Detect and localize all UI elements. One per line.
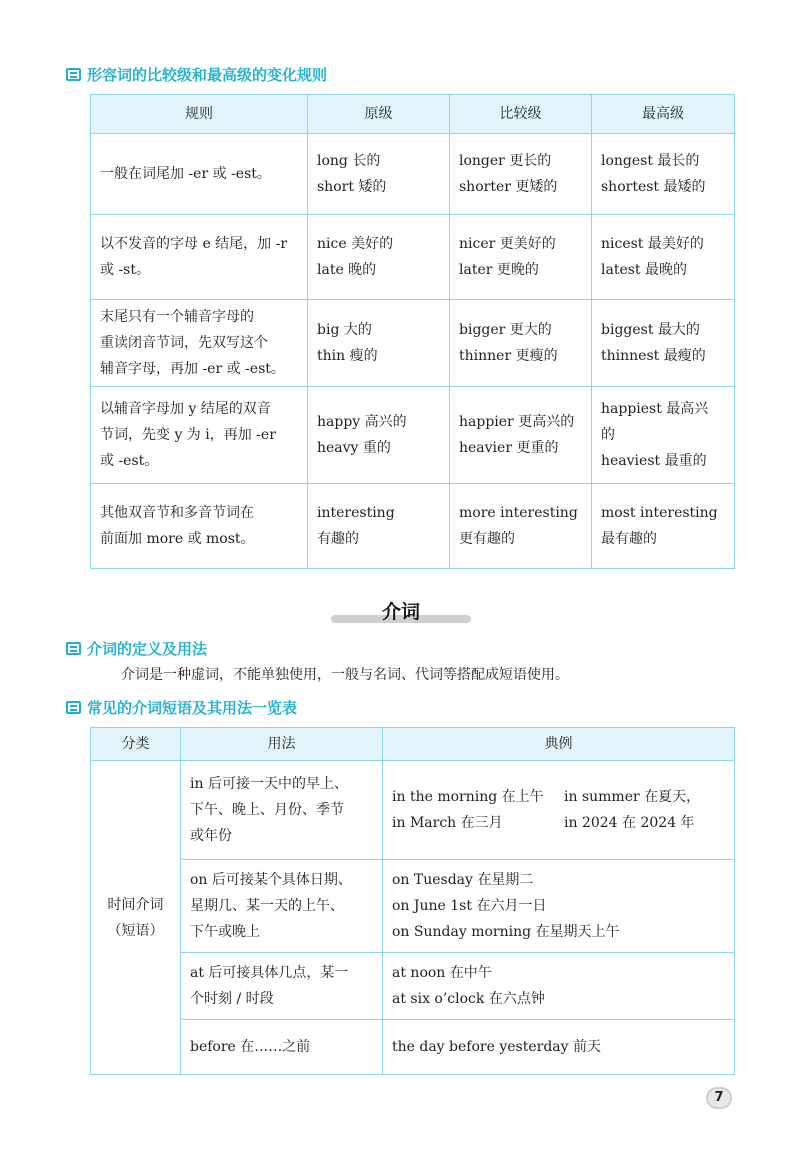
section-heading-preposition-phrases [66,697,297,718]
header-category: 分类 [91,728,181,761]
positive-cell [308,387,450,484]
superlative-cell [592,215,735,300]
usage-line: 个时刻 / 时段 [190,991,274,1007]
usage-cell [181,860,383,953]
rule-line: 或 -st。 [100,262,150,278]
example: on June 1st 在六月一日 [392,898,547,914]
comparative-cell [450,387,592,484]
rule-line: 末尾只有一个辅音字母的 [100,309,254,325]
word-line: happy 高兴的 [317,414,407,430]
category-cell [91,761,181,1075]
word-line: nicest 最美好的 [601,236,704,252]
header-examples: 典例 [383,728,735,761]
table-row [91,484,735,569]
word-line: 的 [601,427,615,443]
word-line: most interesting [601,505,718,521]
example: in March 在三月 [392,815,503,831]
comparative-cell [450,300,592,387]
examples-cell [383,953,735,1020]
word-line: late 晚的 [317,262,377,278]
comparative-cell [450,134,592,215]
word-line: bigger 更大的 [459,322,552,338]
page-number: 7 [706,1087,732,1109]
word-line: big 大的 [317,322,372,338]
word-line: thin 瘦的 [317,348,378,364]
word-line: shorter 更矮的 [459,179,558,195]
word-line: heavy 重的 [317,440,391,456]
table-header-row [91,95,735,134]
usage-line: 或年份 [190,828,232,844]
table-header-row [91,728,735,761]
usage-cell [181,1020,383,1075]
superlative-cell [592,387,735,484]
usage-line: on 后可接某个具体日期、 [190,872,352,888]
word-line: 最有趣的 [601,531,657,547]
section-title: 介词的定义及用法 [87,640,208,658]
example: the day before yesterday 前天 [392,1039,601,1055]
table-row [91,300,735,387]
superlative-cell [592,134,735,215]
rule-line: 重读闭音节词，先双写这个 [100,335,268,351]
usage-line: at 后可接具体几点，某一 [190,965,349,981]
word-line: longest 最长的 [601,153,700,169]
usage-line: 下午、晚上、月份、季节 [190,802,344,818]
section-heading-preposition-definition [66,638,207,659]
rule-line: 一般在词尾加 -er 或 -est。 [100,166,271,182]
chapter-title [331,597,471,625]
usage-cell [181,953,383,1020]
superlative-cell [592,484,735,569]
usage-cell [181,761,383,860]
word-line: latest 最晚的 [601,262,687,278]
table-row [91,1020,735,1075]
section-title: 常见的介词短语及其用法一览表 [87,699,298,717]
rule-cell [91,300,308,387]
word-line: heaviest 最重的 [601,453,707,469]
rule-line: 以辅音字母加 y 结尾的双音 [100,401,271,417]
header-positive: 原级 [308,95,450,134]
section-title: 形容词的比较级和最高级的变化规则 [87,66,328,84]
example: in the morning 在上午 [392,789,544,805]
adjective-comparison-table [90,94,735,569]
word-line: 更有趣的 [459,531,515,547]
word-line: happiest 最高兴 [601,401,709,417]
usage-line: 星期几、某一天的上午、 [190,898,344,914]
positive-cell [308,134,450,215]
table-row [91,761,735,860]
usage-line: before 在……之前 [190,1039,311,1055]
rule-line: 前面加 more 或 most。 [100,531,255,547]
category-line: 时间介词 [107,896,164,913]
superlative-cell [592,300,735,387]
word-line: shortest 最矮的 [601,179,706,195]
example-line [392,810,725,836]
examples-cell [383,1020,735,1075]
rule-line: 或 -est。 [100,453,159,469]
word-line: short 矮的 [317,179,387,195]
word-line: longer 更长的 [459,153,552,169]
category-line: （短语） [107,922,164,939]
example: at noon 在中午 [392,965,492,981]
header-usage: 用法 [181,728,383,761]
rule-cell [91,215,308,300]
chapter-title-text: 介词 [381,601,420,623]
examples-cell [383,761,735,860]
word-line: 有趣的 [317,531,359,547]
word-line: nice 美好的 [317,236,394,252]
rule-line: 辅音字母，再加 -er 或 -est。 [100,361,285,377]
examples-cell [383,860,735,953]
header-comparative: 比较级 [450,95,592,134]
header-superlative: 最高级 [592,95,735,134]
example: in 2024 在 2024 年 [564,815,695,831]
word-line: later 更晚的 [459,262,539,278]
word-line: thinnest 最瘦的 [601,348,706,364]
book-icon [66,701,81,714]
rule-cell [91,387,308,484]
word-line: more interesting [459,505,578,521]
table-row [91,860,735,953]
table-row [91,215,735,300]
example-line [392,784,725,810]
header-rule: 规则 [91,95,308,134]
table-row [91,134,735,215]
book-icon [66,68,81,81]
word-line: heavier 更重的 [459,440,559,456]
usage-line: in 后可接一天中的早上、 [190,776,348,792]
word-line: nicer 更美好的 [459,236,556,252]
word-line: long 长的 [317,153,381,169]
example: in summer 在夏天， [564,789,701,805]
book-icon [66,642,81,655]
positive-cell [308,215,450,300]
table-row [91,953,735,1020]
example: at six o’clock 在六点钟 [392,991,545,1007]
word-line: interesting [317,505,395,521]
definition-paragraph: 介词是一种虚词，不能单独使用，一般与名词、代词等搭配成短语使用。 [121,667,569,683]
comparative-cell [450,484,592,569]
word-line: happier 更高兴的 [459,414,575,430]
positive-cell [308,300,450,387]
example: on Sunday morning 在星期天上午 [392,924,620,940]
positive-cell [308,484,450,569]
comparative-cell [450,215,592,300]
rule-line: 其他双音节和多音节词在 [100,505,254,521]
rule-cell [91,484,308,569]
example: on Tuesday 在星期二 [392,872,534,888]
usage-line: 下午或晚上 [190,924,260,940]
rule-line: 以不发音的字母 e 结尾，加 -r [100,236,288,252]
word-line: biggest 最大的 [601,322,700,338]
rule-cell [91,134,308,215]
table-row [91,387,735,484]
word-line: thinner 更瘦的 [459,348,558,364]
section-heading-adjective-rules [66,64,327,85]
rule-line: 节词，先变 y 为 i，再加 -er [100,427,276,443]
preposition-phrases-table [90,727,735,1075]
